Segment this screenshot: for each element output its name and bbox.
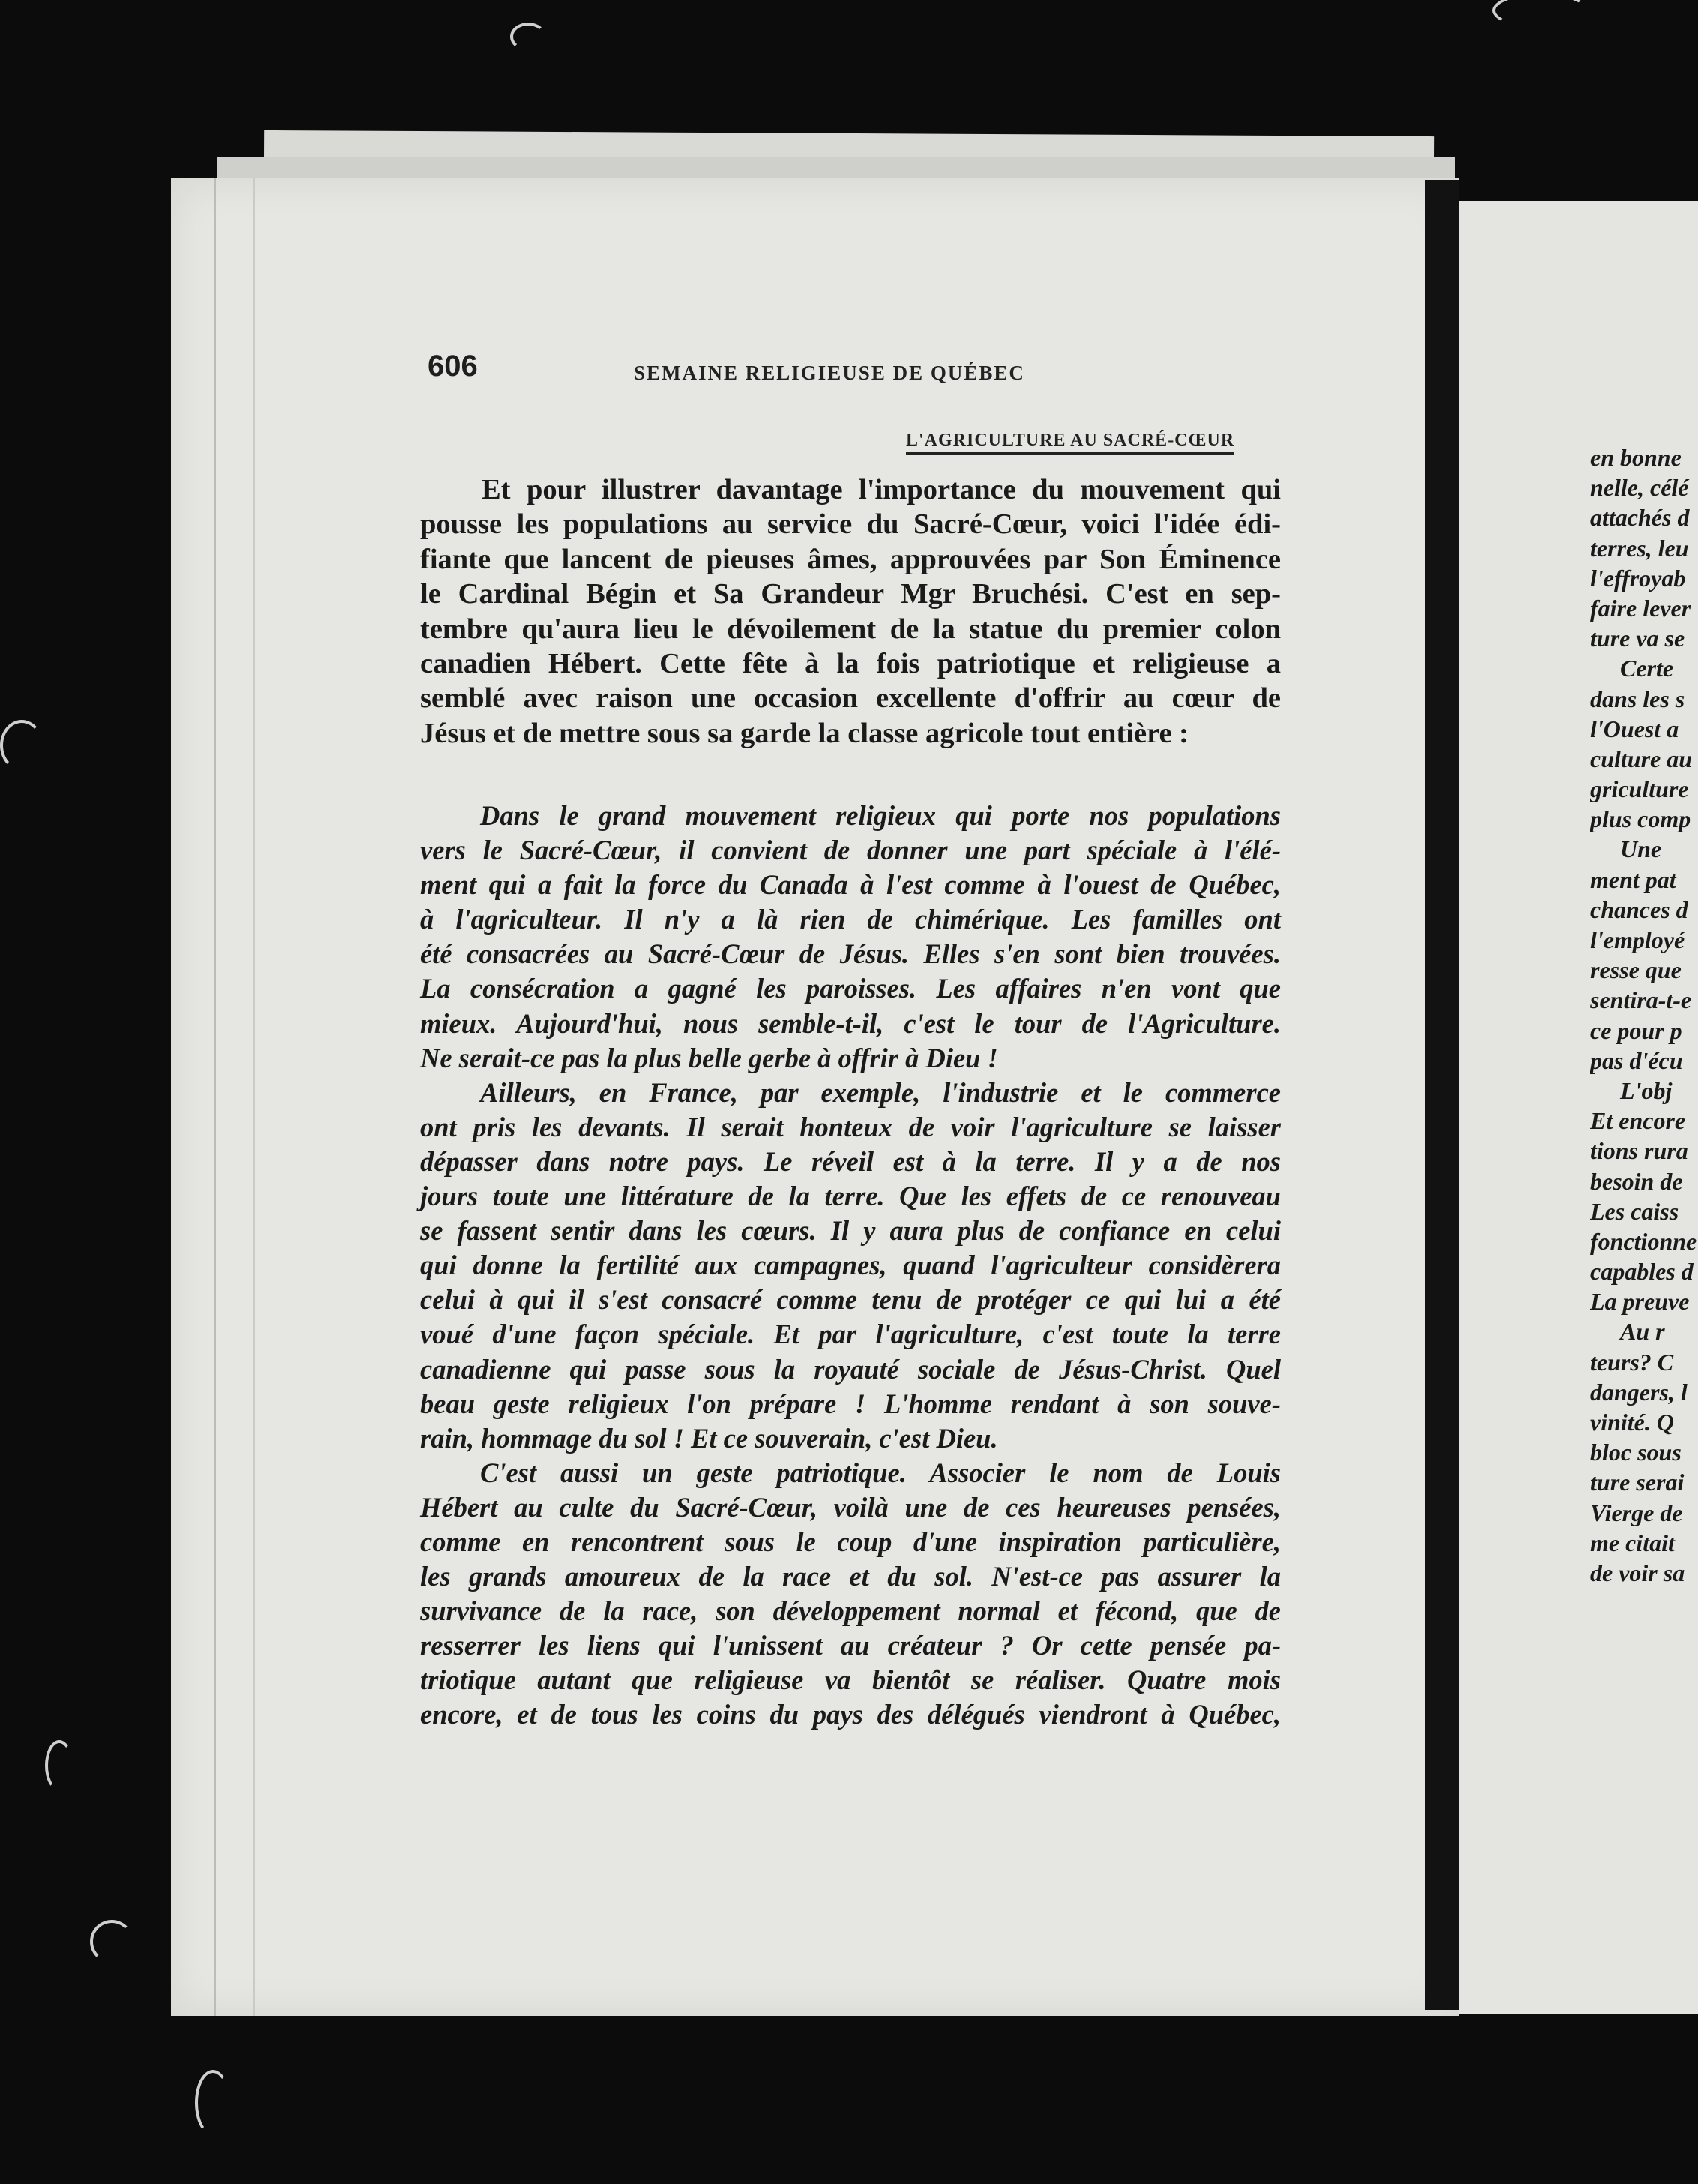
text-line: dépasser dans notre pays. Le réveil est à la terre. Il y a de nos bbox=[420, 1145, 1281, 1177]
paper-scrap bbox=[510, 22, 546, 51]
text-line: canadien Hébert. Cette fête à la fois patriotique et religieuse a bbox=[420, 648, 1281, 680]
text-line: capables d bbox=[1590, 1258, 1694, 1286]
right-page-column bbox=[1590, 442, 1698, 1588]
running-title: SEMAINE RELIGIEUSE DE QUÉBEC bbox=[634, 362, 1025, 384]
text-line: ture va se bbox=[1590, 625, 1685, 652]
text-line: canadienne qui passe sous la royauté sociale de Jésus-Christ. Quel bbox=[420, 1353, 1281, 1384]
text-line: La preuve bbox=[1590, 1288, 1690, 1316]
text-line: comme en rencontrent sous le coup d'une inspiration particulière, bbox=[420, 1526, 1281, 1557]
text-line: pas d'écu bbox=[1590, 1046, 1683, 1074]
text-line: de voir sa bbox=[1590, 1558, 1685, 1586]
text-line: se fassent sentir dans les cœurs. Il y aura plus de confiance en celui bbox=[420, 1215, 1281, 1246]
text-line: pousse les populations au service du Sacré-Cœur, voici l'idée édi- bbox=[420, 508, 1281, 541]
text-line: fiante que lancent de pieuses âmes, approuvées par Son Éminence bbox=[420, 543, 1281, 575]
text-line: culture au bbox=[1590, 745, 1693, 772]
text-line: Certe bbox=[1620, 655, 1674, 682]
text-line: me citait bbox=[1590, 1528, 1675, 1556]
text-line: dangers, l bbox=[1590, 1378, 1688, 1406]
text-line: voué d'une façon spéciale. Et par l'agriculture, c'est toute la terre bbox=[420, 1318, 1281, 1350]
text-line: plus comp bbox=[1590, 806, 1691, 833]
text-line: Et encore bbox=[1590, 1107, 1686, 1135]
text-line: Vierge de bbox=[1590, 1498, 1683, 1526]
paper-scrap bbox=[1492, 0, 1588, 28]
text-line: teurs? C bbox=[1590, 1348, 1674, 1376]
text-line: à l'agriculteur. Il n'y a là rien de chimérique. Les familles ont bbox=[420, 904, 1281, 935]
intro-paragraph bbox=[420, 472, 1281, 751]
text-line: jours toute une littérature de la terre. Que les effets de ce renouveau bbox=[420, 1180, 1281, 1212]
text-line: qui donne la fertilité aux campagnes, quand l'agriculteur considèrera bbox=[420, 1250, 1281, 1281]
text-line: C'est aussi un geste patriotique. Associer le nom de Louis bbox=[480, 1456, 1281, 1488]
text-line: La consécration a gagné les paroisses. Les affaires n'en vont que bbox=[420, 973, 1281, 1004]
text-line: dans les s bbox=[1590, 685, 1685, 712]
text-line: chances d bbox=[1590, 896, 1688, 923]
text-line: ment pat bbox=[1590, 866, 1676, 893]
text-line: beau geste religieux l'on prépare ! L'homme rendant à son souve- bbox=[420, 1388, 1281, 1419]
text-line: griculture bbox=[1590, 776, 1689, 803]
text-line: ture serai bbox=[1590, 1468, 1684, 1496]
text-line: L'obj bbox=[1620, 1076, 1672, 1104]
section-header: L'AGRICULTURE AU SACRÉ-CŒUR bbox=[906, 430, 1234, 454]
text-line: attachés d bbox=[1590, 504, 1690, 532]
text-line: fonctionne bbox=[1590, 1227, 1697, 1255]
text-line: Hébert au culte du Sacré-Cœur, voilà une de ces heureuses pensées, bbox=[420, 1491, 1281, 1522]
text-line: en bonne bbox=[1590, 444, 1682, 471]
text-line: encore, et de tous les coins du pays des délégués viendront à Québec, bbox=[420, 1699, 1281, 1730]
text-line: semblé avec raison une occasion excellente d'offrir au cœur de bbox=[420, 682, 1281, 715]
text-line: les grands amoureux de la race et du sol. N'est-ce pas assurer la bbox=[420, 1561, 1281, 1592]
text-line: Ailleurs, en France, par exemple, l'industrie et le commerce bbox=[480, 1076, 1281, 1108]
text-line: Au r bbox=[1620, 1318, 1665, 1346]
text-line: bloc sous bbox=[1590, 1438, 1682, 1466]
text-line: resserrer les liens qui l'unissent au créateur ? Or cette pensée pa- bbox=[420, 1630, 1281, 1661]
paper-scrap bbox=[0, 720, 44, 771]
text-line: été consacrées au Sacré-Cœur de Jésus. Elles s'en sont bien trouvées. bbox=[420, 938, 1281, 970]
text-line: vinité. Q bbox=[1590, 1408, 1674, 1436]
quoted-appeal bbox=[420, 799, 1281, 1732]
text-line: ont pris les devants. Il serait honteux de voir l'agriculture se laisser bbox=[420, 1111, 1281, 1142]
text-line: triotique autant que religieuse va bientôt se réaliser. Quatre mois bbox=[420, 1664, 1281, 1696]
text-line: tions rura bbox=[1590, 1137, 1688, 1165]
text-line: vers le Sacré-Cœur, il convient de donner une part spéciale à l'élé- bbox=[420, 835, 1281, 866]
book-gutter bbox=[1425, 180, 1460, 2010]
text-line: tembre qu'aura lieu le dévoilement de la statue du premier colon bbox=[420, 613, 1281, 645]
text-line: mieux. Aujourd'hui, nous semble-t-il, c'est le tour de l'Agriculture. bbox=[420, 1007, 1281, 1039]
text-line: Une bbox=[1620, 836, 1662, 863]
text-line: l'employé bbox=[1590, 926, 1685, 953]
text-line: sentira-t-e bbox=[1590, 986, 1692, 1014]
text-line: faire lever bbox=[1590, 594, 1691, 622]
text-line: Et pour illustrer davantage l'importance du mouvement qui bbox=[482, 474, 1281, 506]
text-line: celui à qui il s'est consacré comme tenu de protéger ce qui lui a été bbox=[420, 1284, 1281, 1316]
text-line: Dans le grand mouvement religieux qui porte nos populations bbox=[480, 800, 1281, 831]
text-line: ment qui a fait la force du Canada à l'est comme à l'ouest de Québec, bbox=[420, 869, 1281, 901]
text-line: ce pour p bbox=[1590, 1016, 1682, 1044]
paper-scrap bbox=[45, 1740, 74, 1791]
text-line: besoin de bbox=[1590, 1167, 1683, 1195]
text-line: terres, leu bbox=[1590, 534, 1689, 562]
text-line: Ne serait-ce pas la plus belle gerbe à offrir à Dieu ! bbox=[420, 1042, 998, 1073]
text-line: Jésus et de mettre sous sa garde la classe agricole tout entière : bbox=[420, 717, 1190, 749]
text-line: Les caiss bbox=[1590, 1197, 1679, 1225]
paper-scrap bbox=[90, 1920, 134, 1964]
page-edge-line bbox=[214, 178, 216, 2016]
text-line: le Cardinal Bégin et Sa Grandeur Mgr Bruchési. C'est en sep- bbox=[420, 578, 1281, 610]
page-edge-line bbox=[254, 178, 255, 2016]
text-line: nelle, célé bbox=[1590, 474, 1689, 502]
text-line: l'effroyab bbox=[1590, 564, 1686, 592]
text-line: survivance de la race, son développement normal et fécond, que de bbox=[420, 1595, 1281, 1627]
text-line: rain, hommage du sol ! Et ce souverain, c'est Dieu. bbox=[420, 1422, 998, 1454]
paper-scrap bbox=[195, 2070, 231, 2136]
text-line: l'Ouest a bbox=[1590, 715, 1679, 742]
page-number: 606 bbox=[428, 350, 478, 382]
text-line: resse que bbox=[1590, 956, 1682, 984]
